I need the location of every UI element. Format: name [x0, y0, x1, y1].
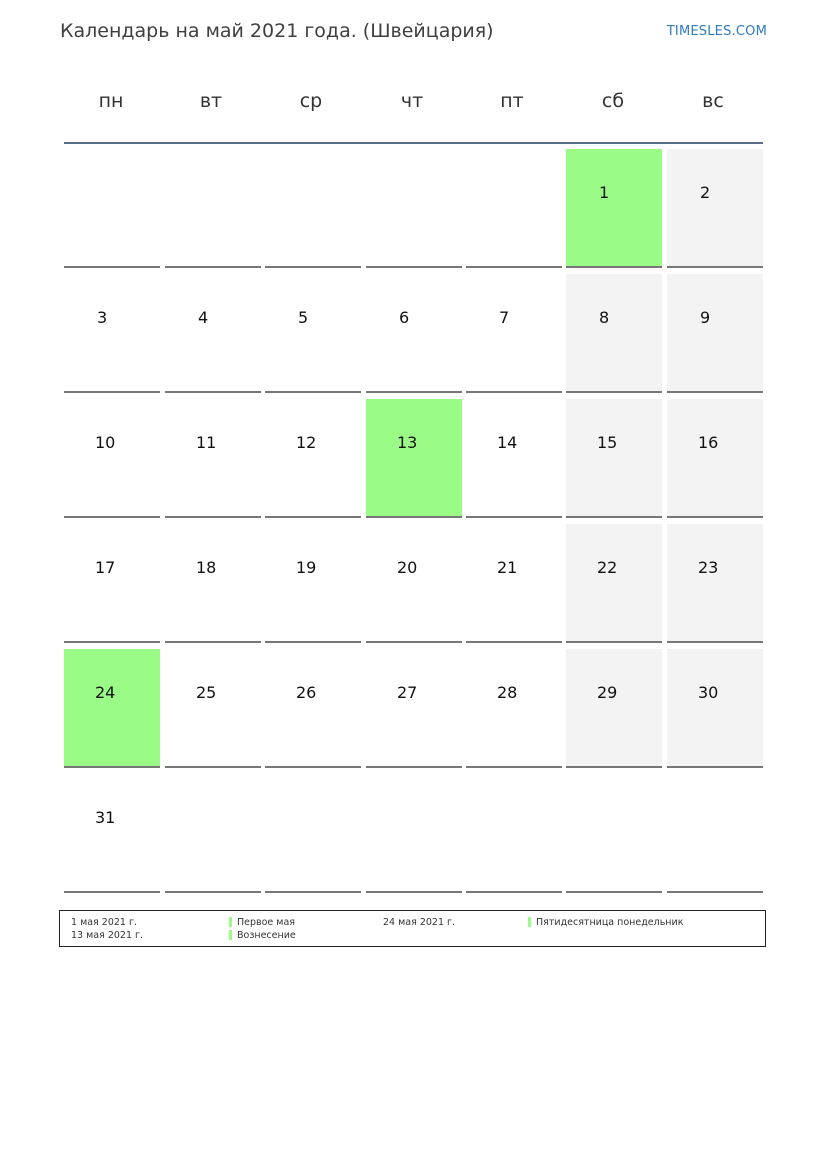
- day-number: 15: [597, 433, 618, 452]
- day-cell[interactable]: [566, 649, 662, 768]
- day-cell[interactable]: [165, 274, 261, 393]
- day-number: 24: [95, 683, 116, 702]
- day-number: 14: [497, 433, 518, 452]
- empty-day-cell: [366, 774, 462, 893]
- day-cell[interactable]: [64, 524, 160, 643]
- day-cell[interactable]: [667, 149, 763, 268]
- day-cell[interactable]: [366, 649, 462, 768]
- legend-date: 24 мая 2021 г.: [383, 917, 456, 928]
- page-title: Календарь на май 2021 года. (Швейцария): [60, 20, 494, 42]
- empty-day-cell: [265, 774, 361, 893]
- calendar-grid: [64, 149, 764, 895]
- day-cell[interactable]: [566, 149, 662, 268]
- day-cell[interactable]: [265, 524, 361, 643]
- day-number: 8: [599, 308, 610, 327]
- day-number: 12: [296, 433, 317, 452]
- day-cell[interactable]: [667, 274, 763, 393]
- day-cell[interactable]: [165, 399, 261, 518]
- day-number: 2: [700, 183, 711, 202]
- empty-day-cell: [366, 149, 462, 268]
- header-divider: [64, 142, 763, 144]
- empty-day-cell: [165, 774, 261, 893]
- weekday-label: вс: [702, 90, 724, 112]
- legend-holiday-name: Вознесение: [237, 930, 296, 941]
- weekday-label: вт: [199, 90, 223, 112]
- holiday-legend: [59, 910, 766, 947]
- empty-day-cell: [667, 774, 763, 893]
- day-cell[interactable]: [265, 399, 361, 518]
- day-number: 28: [497, 683, 518, 702]
- day-number: 4: [198, 308, 209, 327]
- day-number: 27: [397, 683, 418, 702]
- site-link[interactable]: TIMESLES.COM: [666, 24, 767, 39]
- day-number: 25: [196, 683, 217, 702]
- day-cell[interactable]: [466, 399, 562, 518]
- day-number: 7: [499, 308, 510, 327]
- day-cell[interactable]: [366, 524, 462, 643]
- day-number: 1: [599, 183, 610, 202]
- day-cell[interactable]: [265, 649, 361, 768]
- weekday-label: чт: [400, 90, 424, 112]
- day-cell[interactable]: [165, 649, 261, 768]
- day-number: 9: [700, 308, 711, 327]
- day-cell[interactable]: [165, 524, 261, 643]
- day-number: 21: [497, 558, 518, 577]
- day-cell[interactable]: [366, 274, 462, 393]
- empty-day-cell: [165, 149, 261, 268]
- day-number: 6: [399, 308, 410, 327]
- weekday-label: пт: [500, 90, 524, 112]
- day-number: 22: [597, 558, 618, 577]
- legend-date: 1 мая 2021 г.: [71, 917, 137, 928]
- day-number: 11: [196, 433, 217, 452]
- day-cell[interactable]: [466, 524, 562, 643]
- legend-date: 13 мая 2021 г.: [71, 930, 144, 941]
- day-number: 5: [298, 308, 309, 327]
- day-number: 30: [698, 683, 719, 702]
- day-cell[interactable]: [64, 649, 160, 768]
- day-number: 29: [597, 683, 618, 702]
- day-number: 26: [296, 683, 317, 702]
- day-cell[interactable]: [667, 524, 763, 643]
- day-number: 3: [97, 308, 108, 327]
- empty-day-cell: [64, 149, 160, 268]
- day-cell[interactable]: [265, 274, 361, 393]
- day-number: 23: [698, 558, 719, 577]
- legend-color-marker: [229, 917, 232, 927]
- weekday-label: сб: [601, 90, 625, 112]
- empty-day-cell: [466, 149, 562, 268]
- day-number: 31: [95, 808, 116, 827]
- legend-color-marker: [229, 930, 232, 940]
- day-cell[interactable]: [667, 649, 763, 768]
- legend-holiday-name: Первое мая: [237, 917, 295, 928]
- day-cell[interactable]: [667, 399, 763, 518]
- day-number: 20: [397, 558, 418, 577]
- day-cell[interactable]: [64, 399, 160, 518]
- day-cell[interactable]: [566, 274, 662, 393]
- weekday-header-row: [63, 90, 764, 120]
- weekday-label: ср: [299, 90, 323, 112]
- weekday-label: пн: [98, 90, 124, 112]
- day-cell[interactable]: [466, 649, 562, 768]
- day-cell[interactable]: [566, 399, 662, 518]
- empty-day-cell: [265, 149, 361, 268]
- legend-color-marker: [528, 917, 531, 927]
- empty-day-cell: [466, 774, 562, 893]
- day-number: 17: [95, 558, 116, 577]
- empty-day-cell: [566, 774, 662, 893]
- day-number: 16: [698, 433, 719, 452]
- day-cell[interactable]: [566, 524, 662, 643]
- day-cell[interactable]: [366, 399, 462, 518]
- day-number: 13: [397, 433, 418, 452]
- day-number: 18: [196, 558, 217, 577]
- day-cell[interactable]: [64, 274, 160, 393]
- legend-holiday-name: Пятидесятница понедельник: [536, 917, 684, 928]
- day-cell[interactable]: [64, 774, 160, 893]
- day-cell[interactable]: [466, 274, 562, 393]
- day-number: 19: [296, 558, 317, 577]
- day-number: 10: [95, 433, 116, 452]
